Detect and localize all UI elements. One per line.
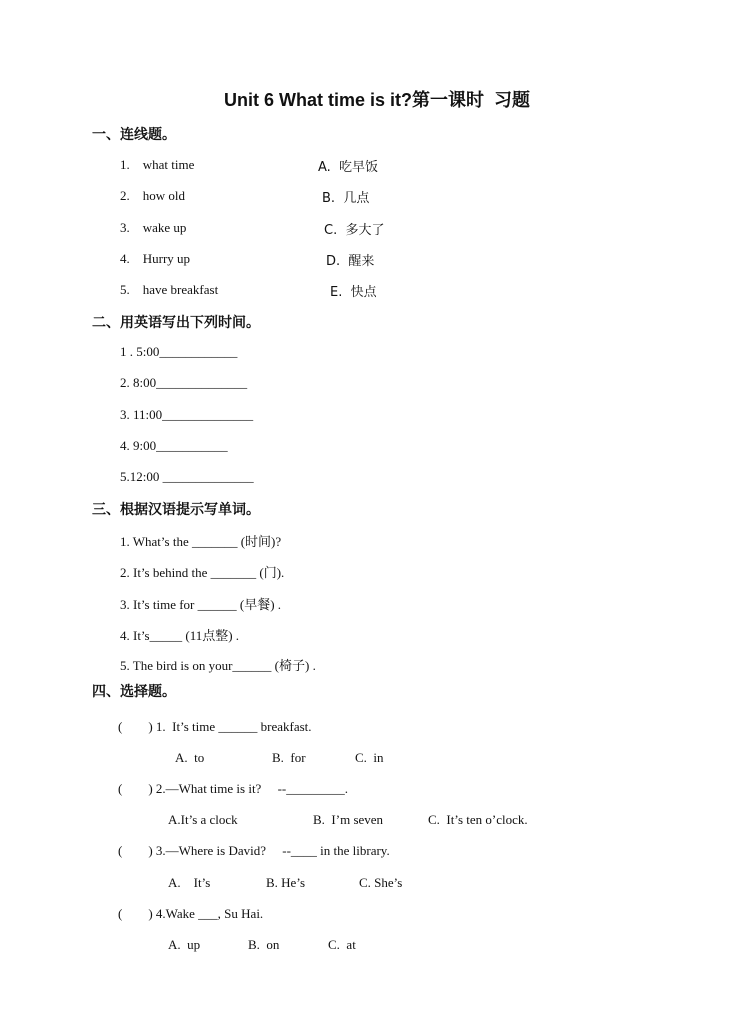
time-item: 1 . 5:00____________ <box>120 344 238 359</box>
matching-right-item: E. 快点 <box>330 285 377 300</box>
matching-right-item: A. 吃早饭 <box>318 160 379 175</box>
question-stem: ( ) 3.—Where is David? --____ in the library. <box>118 843 390 858</box>
question-stem: ( ) 2.—What time is it? --_________. <box>118 781 348 796</box>
question-stem: ( ) 1. It’s time ______ breakfast. <box>118 719 312 734</box>
fill-word-item: 3. It’s time for ______ (早餐) . <box>120 597 282 612</box>
time-item: 4. 9:00___________ <box>120 438 228 453</box>
matching-right-item: D. 醒来 <box>326 254 375 269</box>
option-c: C. in <box>355 750 384 765</box>
matching-left-item: 1. what time <box>120 157 195 172</box>
option-b: B. on <box>248 937 280 952</box>
fill-word-item: 5. The bird is on your______ (椅子) . <box>120 658 316 673</box>
option-b: B. He’s <box>266 875 305 890</box>
matching-left-item: 4. Hurry up <box>120 251 191 266</box>
fill-word-item: 2. It’s behind the _______ (门). <box>120 565 285 580</box>
section-heading-write-time: 二、用英语写出下列时间。 <box>92 315 260 331</box>
option-c: C. It’s ten o’clock. <box>428 812 528 827</box>
option-a: A.It’s a clock <box>168 812 238 827</box>
question-stem: ( ) 4.Wake ___, Su Hai. <box>118 906 264 921</box>
matching-left-item: 2. how old <box>120 188 185 203</box>
option-b: B. for <box>272 750 306 765</box>
option-a: A. up <box>168 937 201 952</box>
time-item: 3. 11:00______________ <box>120 407 254 422</box>
section-heading-multiple-choice: 四、选择题。 <box>92 684 176 700</box>
matching-right-item: C. 多大了 <box>324 223 385 238</box>
option-a: A. It’s <box>168 875 211 890</box>
time-item: 2. 8:00______________ <box>120 375 248 390</box>
option-a: A. to <box>175 750 205 765</box>
fill-word-item: 4. It’s_____ (11点整) . <box>120 628 240 643</box>
section-heading-fill-words: 三、根据汉语提示写单词。 <box>92 502 260 518</box>
fill-word-item: 1. What’s the _______ (时间)? <box>120 534 282 549</box>
option-c: C. She’s <box>359 875 403 890</box>
section-heading-matching: 一、连线题。 <box>92 127 176 143</box>
option-c: C. at <box>328 937 356 952</box>
matching-right-item: B. 几点 <box>322 191 370 206</box>
option-b: B. I’m seven <box>313 812 384 827</box>
page-title: Unit 6 What time is it?第一课时 习题 <box>224 90 531 110</box>
matching-left-item: 3. wake up <box>120 220 187 235</box>
matching-left-item: 5. have breakfast <box>120 282 219 297</box>
time-item: 5.12:00 ______________ <box>120 469 254 484</box>
